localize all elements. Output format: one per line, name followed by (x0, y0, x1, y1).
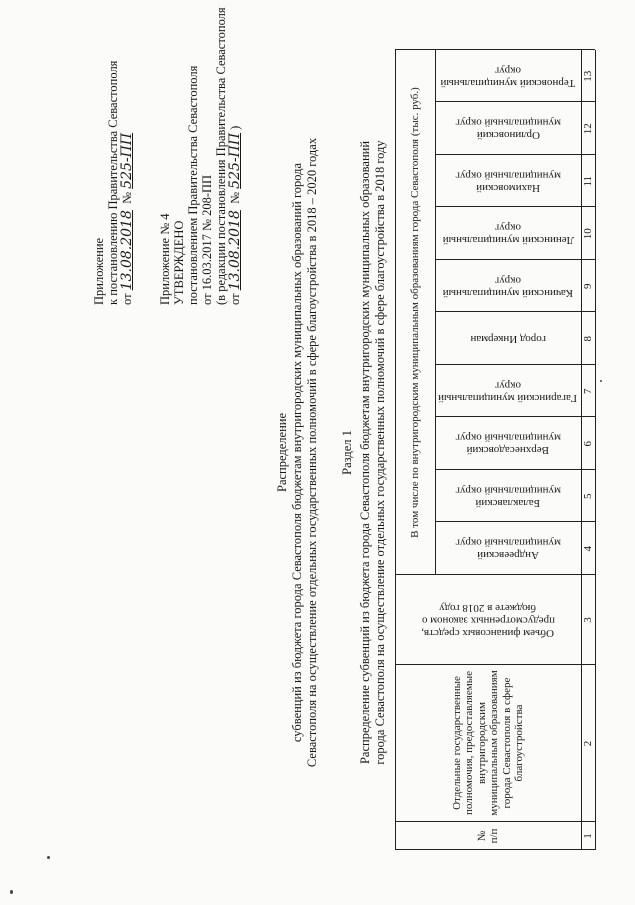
column-number: 6 (581, 441, 594, 447)
appendix-date-prefix: от (120, 293, 134, 305)
district-label: Андреевский муниципальный округ (455, 536, 561, 562)
annex-number: Приложение № 4 (158, 213, 172, 305)
col-volume-header (395, 575, 581, 665)
district-header (435, 260, 581, 313)
column-number: 7 (581, 388, 594, 394)
appendix-num-sign: № (120, 191, 134, 204)
scan-speck (600, 380, 602, 382)
col-powers-header: Отдельные государственные полномочия, предоставляемые внутригородским муниципальным образованиям города Севастополя в сфере благоустройства (450, 670, 525, 816)
column-number: 1 (581, 833, 594, 839)
column-number: 12 (581, 123, 594, 135)
appendix-date: 13.08.2018 (119, 210, 135, 291)
appendix-date-line (120, 133, 135, 305)
district-label: Гагаринский муниципальный округ (438, 379, 578, 404)
column-number: 3 (581, 617, 594, 623)
scan-speck (47, 856, 50, 859)
column-number: 5 (581, 493, 594, 499)
column-number: 9 (581, 283, 594, 289)
district-header (435, 103, 581, 156)
subvention-table (395, 50, 595, 850)
column-number: 10 (581, 228, 594, 240)
approved-by: постановлением Правительства Севастополя (186, 65, 200, 305)
title-line-3: Севастополя на осуществление отдельных государственных полномочий в сфере благоустройства в 2018 – 2020 годах (305, 137, 319, 768)
appendix-number: 525-ПП (119, 132, 135, 189)
column-number: 11 (581, 175, 594, 187)
title-line-1: Распределение (275, 413, 289, 492)
approved-stamp: УТВЕРЖДЕНО (172, 220, 186, 305)
col-volume-label: Объем финансовых средств, предусмотренных законом о бюджете в 2018 году (421, 601, 555, 639)
approved-date-line: от 16.03.2017 № 208-ПП (200, 174, 214, 305)
district-label: Орлиновский муниципальный округ (455, 116, 561, 142)
column-number: 8 (581, 336, 594, 342)
district-header (435, 208, 581, 261)
district-header (435, 523, 581, 576)
edition-date-line (228, 126, 243, 305)
column-number: 4 (581, 546, 594, 552)
district-label: Верхнесадовский муниципальный округ (455, 431, 561, 457)
district-label: Качинский муниципальный округ (442, 274, 574, 299)
column-number: 13 (581, 70, 594, 82)
section-line-1: Распределение субвенций из бюджета города Севастополя бюджетам внутригородских муниципальных образований (358, 140, 372, 765)
appendix-label: Приложение (92, 237, 106, 305)
district-header (435, 313, 581, 366)
group-header: В том числе по внутригородским муниципальным образованиям города Севастополя (тыс. руб.) (408, 87, 421, 538)
district-header (435, 470, 581, 523)
section-line-2: города Севастополя на осуществление отдельных государственных полномочий в сфере благоустройства в 2018 году (373, 140, 387, 765)
district-header (435, 155, 581, 208)
scan-speck (10, 890, 13, 894)
section-label: Раздел 1 (340, 430, 354, 475)
district-label: Нахимовский муниципальный округ (455, 169, 561, 194)
title-line-2: субвенций из бюджета города Севастополя бюджетам внутригородских муниципальных образований города (290, 162, 304, 743)
edition-close: ) (228, 125, 242, 130)
appendix-to: к постановлению Правительства Севастополя (106, 60, 120, 305)
district-label: Ленинский муниципальный округ (442, 221, 574, 247)
edition-date-prefix: от (228, 293, 242, 305)
edition-date: 13.08.2018 (227, 210, 243, 291)
column-number: 2 (581, 740, 594, 747)
district-label: город Инкерман (470, 333, 546, 345)
col-number-header: № п/п (475, 828, 500, 844)
district-header (435, 50, 581, 103)
edition-line: (в редакции постановления Правительства Севастополя (214, 7, 228, 305)
district-label: Терновский муниципальный округ (440, 64, 576, 89)
district-header (435, 365, 581, 418)
district-header (435, 418, 581, 471)
edition-num-sign: № (228, 191, 242, 204)
district-label: Балаклавский муниципальный округ (455, 484, 561, 509)
edition-number: 525-ПП (227, 132, 243, 189)
